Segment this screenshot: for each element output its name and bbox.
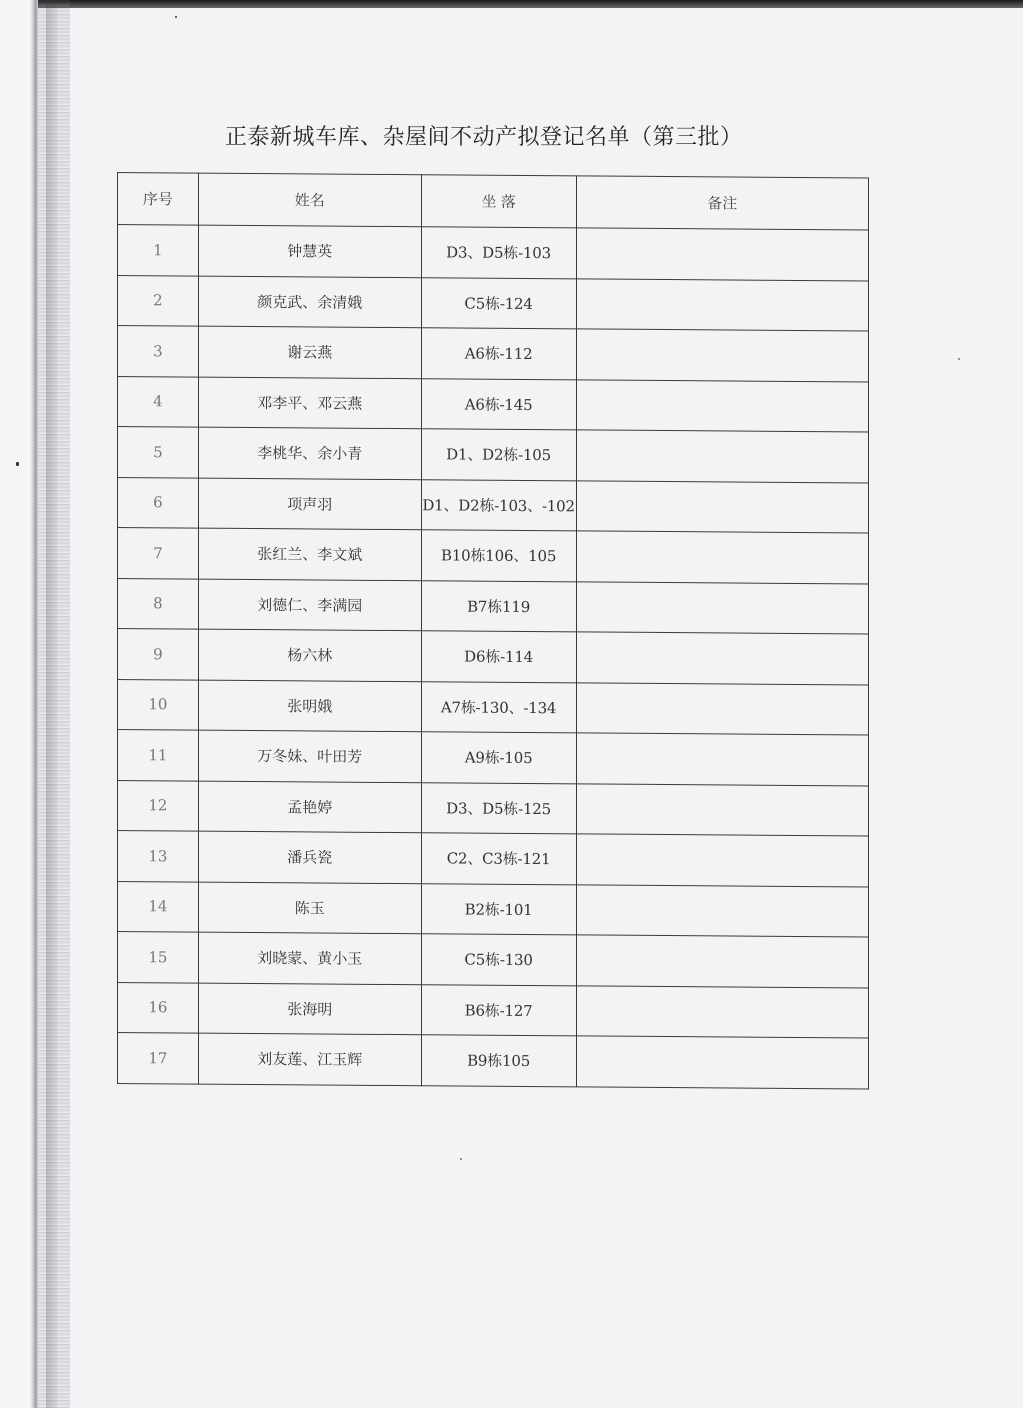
table-row (118, 982, 869, 1038)
row-location: A9栋-105 (421, 732, 576, 784)
table-row (118, 629, 869, 685)
row-no: 15 (118, 932, 199, 983)
row-no: 7 (118, 528, 199, 579)
row-no: 3 (118, 326, 199, 377)
row-note (576, 278, 868, 331)
scan-speck (16, 462, 19, 466)
row-no: 17 (118, 1033, 199, 1084)
row-name: 李桃华、余小青 (198, 427, 421, 479)
row-no: 4 (118, 376, 199, 427)
row-location: D6栋-114 (421, 631, 576, 683)
row-location: A6栋-112 (421, 328, 576, 380)
row-name: 潘兵瓷 (198, 831, 421, 883)
row-location: B10栋106、105 (421, 530, 576, 582)
scan-left-edge (0, 0, 38, 1408)
row-location: B7栋119 (421, 580, 576, 632)
row-no: 10 (118, 679, 199, 730)
document-title: 正泰新城车库、杂屋间不动产拟登记名单（第三批） (225, 125, 743, 150)
row-note (576, 581, 868, 634)
row-name: 张明娥 (198, 680, 421, 732)
row-note (576, 430, 868, 483)
table-row (118, 881, 869, 937)
table-row (118, 376, 869, 432)
row-note (576, 379, 868, 432)
table-row (118, 932, 869, 988)
table-row (118, 780, 869, 836)
row-location: C5栋-124 (421, 277, 576, 329)
row-note (576, 985, 868, 1038)
row-no: 13 (118, 831, 199, 882)
row-location: B6栋-127 (421, 984, 576, 1036)
row-no: 14 (118, 881, 199, 932)
scan-speck (175, 16, 177, 18)
row-note (576, 228, 868, 281)
row-note (576, 682, 868, 735)
row-location: D3、D5栋-125 (421, 782, 576, 834)
table-row (118, 477, 869, 533)
row-note (576, 834, 868, 887)
table-header-row (118, 173, 869, 231)
row-no: 11 (118, 730, 199, 781)
row-name: 颜克武、余清娥 (198, 276, 421, 328)
row-location: A6栋-145 (421, 378, 576, 430)
row-name: 张红兰、李文斌 (198, 528, 421, 580)
table-row (118, 679, 869, 735)
row-note (576, 783, 868, 836)
row-note (576, 935, 868, 988)
scan-speck (958, 358, 960, 360)
row-no: 12 (118, 780, 199, 831)
scan-top-edge (0, 0, 1023, 8)
header-location: 坐 落 (421, 175, 576, 228)
row-name: 邓李平、邓云燕 (198, 377, 421, 429)
row-note (576, 480, 868, 533)
row-name: 谢云燕 (198, 326, 421, 378)
row-name: 张海明 (198, 983, 421, 1035)
row-no: 9 (118, 629, 199, 680)
row-name: 刘友莲、江玉辉 (198, 1033, 421, 1085)
table-row (118, 831, 869, 887)
table-row (118, 578, 869, 634)
header-no: 序号 (118, 173, 199, 226)
row-location: D1、D2栋-103、-102 (421, 479, 576, 531)
row-name: 陈玉 (198, 882, 421, 934)
row-location: C5栋-130 (421, 934, 576, 986)
row-note (576, 329, 868, 382)
row-name: 项声羽 (198, 478, 421, 530)
row-name: 刘晓蒙、黄小玉 (198, 932, 421, 984)
row-location: A7栋-130、-134 (421, 681, 576, 733)
row-no: 2 (118, 275, 199, 326)
row-name: 刘德仁、李满园 (198, 579, 421, 631)
row-location: D1、D2栋-105 (421, 429, 576, 481)
row-location: D3、D5栋-103 (421, 227, 576, 279)
header-note: 备注 (576, 176, 868, 230)
row-location: C2、C3栋-121 (421, 833, 576, 885)
row-location: B9栋105 (421, 1035, 576, 1087)
row-no: 1 (118, 225, 199, 276)
row-no: 16 (118, 982, 199, 1033)
scan-speck (460, 1158, 462, 1160)
row-name: 杨六林 (198, 629, 421, 681)
row-name: 孟艳婷 (198, 781, 421, 833)
table-row (118, 427, 869, 483)
row-no: 8 (118, 578, 199, 629)
row-note (576, 632, 868, 685)
table-row (118, 528, 869, 584)
row-no: 5 (118, 427, 199, 478)
row-note (576, 884, 868, 937)
row-no: 6 (118, 477, 199, 528)
table-row (118, 1033, 869, 1089)
row-note (576, 531, 868, 584)
registration-table (117, 172, 869, 1089)
row-note (576, 733, 868, 786)
table-row (118, 225, 869, 281)
scan-binding-shadow-dark (46, 0, 58, 1408)
row-note (576, 1036, 868, 1089)
row-name: 万冬妹、叶田芳 (198, 730, 421, 782)
table-row (118, 326, 869, 382)
table-row (118, 275, 869, 331)
table-row (118, 730, 869, 786)
row-location: B2栋-101 (421, 883, 576, 935)
row-name: 钟慧英 (198, 225, 421, 277)
header-name: 姓名 (198, 173, 421, 227)
